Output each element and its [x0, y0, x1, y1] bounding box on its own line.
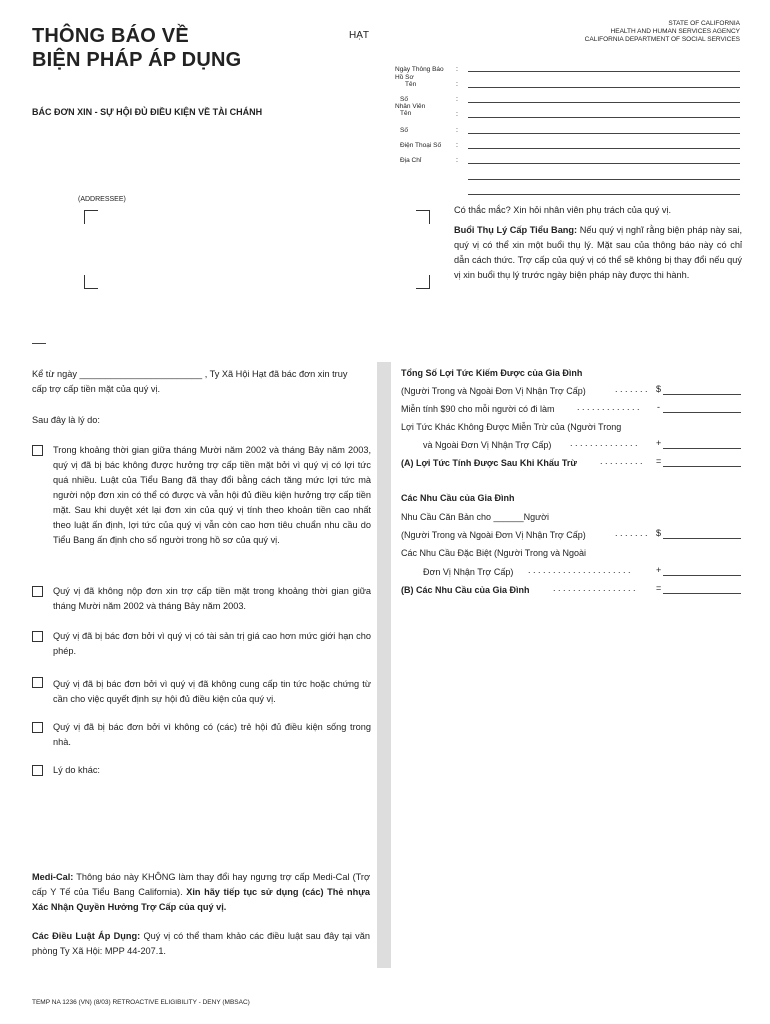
- case-name-text-1: Hồ Sơ: [395, 74, 414, 81]
- needs-total-amount[interactable]: [663, 593, 741, 594]
- income-row-1-amount[interactable]: [663, 394, 741, 395]
- opening-paragraph: [32, 367, 370, 397]
- colon: :: [456, 157, 458, 164]
- opening-line-2: cấp trợ cấp tiền mặt của quý vị.: [32, 384, 161, 394]
- colon: :: [456, 66, 458, 73]
- income-row-3b: và Ngoài Đơn Vị Nhận Trợ Cấp): [423, 440, 552, 450]
- income-row-2-amount[interactable]: [663, 412, 741, 413]
- reason-4-checkbox[interactable]: [32, 677, 43, 688]
- income-total-text: (A) Lợi Tức Tính Được Sau Khi Khấu Trừ: [401, 458, 577, 468]
- address-field-3[interactable]: [468, 194, 740, 195]
- case-number-label: Số: [400, 96, 408, 103]
- reason-6-text: Lý do khác:: [53, 765, 100, 775]
- hearing-text: Nếu quý vị nghĩ rằng biện pháp này sai, quý vị có thể xin một buổi thụ lý. Mặt sau của thông báo này có chỉ dẫn cách thức. Trợ cấp của quý vị có thể sẽ không bị thay đổi nếu quý vị xin buổi thụ lý trước ngày biện pháp này được thi hành.: [454, 225, 743, 280]
- income-total-label: [401, 456, 577, 471]
- medical-bold-text: Xin hãy tiếp tục sử dụng (các) Thẻ nhựa Xác Nhận Quyền Hưởng Trợ Cấp của quý vị.: [32, 887, 370, 912]
- questions-intro: Có thắc mắc? Xin hỏi nhân viên phụ trách của quý vị.: [454, 205, 672, 215]
- worker-name-text-1: Nhân Viên: [395, 103, 426, 110]
- income-heading-text: Tổng Số Lợi Tức Kiếm Được của Gia Đình: [401, 368, 583, 378]
- address-label: Địa Chỉ: [400, 157, 422, 164]
- reason-6-checkbox[interactable]: [32, 765, 43, 776]
- reason-3-text: Quý vị đã bị bác đơn bởi vì quý vị có tài sản trị giá cao hơn mức giới hạn cho phép.: [53, 631, 371, 656]
- rules-paragraph: [32, 929, 370, 959]
- needs-total-symbol: =: [656, 583, 662, 593]
- colon: :: [456, 96, 458, 103]
- needs-row-3-symbol: +: [656, 565, 662, 575]
- needs-row-2-symbol: $: [656, 528, 662, 538]
- reason-2-text: Quý vị đã không nộp đơn xin trợ cấp tiền mặt trong khoảng thời gian giữa tháng Mười năm 2002 và tháng Bảy năm 2003.: [53, 586, 371, 611]
- agency-line-3: CALIFORNIA DEPARTMENT OF SOCIAL SERVICES: [584, 36, 740, 43]
- reason-5-checkbox[interactable]: [32, 722, 43, 733]
- address-corner-bl: [84, 275, 98, 289]
- notice-date-label: [395, 66, 453, 73]
- addressee-label: (ADDRESSEE): [78, 196, 126, 203]
- needs-total-dots: . . . . . . . . . . . . . . . . .: [553, 583, 636, 593]
- income-row-1-symbol: $: [656, 384, 662, 394]
- needs-row-2-dots: . . . . . . .: [615, 528, 648, 538]
- phone-field[interactable]: [468, 148, 740, 149]
- case-name-label: [395, 74, 453, 88]
- rules-label: Các Điều Luật Áp Dụng:: [32, 931, 141, 941]
- colon: :: [456, 81, 458, 88]
- income-row-3-amount[interactable]: [663, 448, 741, 449]
- address-field-2[interactable]: [468, 179, 740, 180]
- agency-block: [585, 20, 740, 44]
- notice-date-field[interactable]: [468, 71, 740, 72]
- worker-number-field[interactable]: [468, 133, 740, 134]
- needs-total-label: [401, 583, 530, 598]
- reason-1-checkbox[interactable]: [32, 445, 43, 456]
- colon: :: [456, 142, 458, 149]
- needs-row-3a: Các Nhu Cầu Đặc Biệt (Người Trong và Ngoài: [401, 548, 587, 558]
- income-total-dots: . . . . . . . . .: [600, 456, 643, 466]
- column-divider: [377, 362, 391, 968]
- opening-line-1: Kể từ ngày ________________________ , Ty Xã Hội Hạt đã bác đơn xin truy: [32, 369, 348, 379]
- needs-total-text: (B) Các Nhu Cầu của Gia Đình: [401, 585, 530, 595]
- income-row-1-dots: . . . . . . .: [615, 384, 648, 394]
- reasons-intro: Sau đây là lý do:: [32, 415, 100, 425]
- reason-5-text: Quý vị đã bị bác đơn bởi vì không có (các) trẻ hội đủ điều kiện sống trong nhà.: [53, 722, 371, 747]
- worker-name-label: [395, 103, 453, 117]
- income-total-amount[interactable]: [663, 466, 741, 467]
- address-corner-tr: [416, 210, 430, 224]
- phone-label: Điện Thoại Số: [400, 142, 442, 149]
- income-row-3a: Lợi Tức Khác Không Được Miễn Trừ của (Người Trong: [401, 422, 622, 432]
- form-footer: TEMP NA 1236 (VN) (8/03) RETROACTIVE ELIGIBILITY - DENY (MBSAC): [32, 999, 250, 1006]
- agency-line-1: STATE OF CALIFORNIA: [668, 20, 740, 27]
- income-total-symbol: =: [656, 456, 662, 466]
- reason-1-text: Trong khoảng thời gian giữa tháng Mười năm 2002 và tháng Bảy năm 2003, quý vị đã bị bác không được hưởng trợ cấp tiền mặt bởi vì quý vị có lợi tức quá nhiều. Luật của Tiểu Bang đã thay đổi bằng cách tăng mức lợi tức mà người nộp đơn xin có thể có được và vẫn hội đủ điều kiện hưởng trợ cấp tiền mặt. Sau khi duyệt xét lại đơn xin của quý vị tính theo khoản tiền cao nhất theo luật ấn định, lợi tức của quý vị vẫn còn cao hơn tiêu chuẩn nhu cầu do Tiểu Bang ấn định cho số người trong hồ sơ của quý vị.: [53, 445, 371, 545]
- income-row-3-dots: . . . . . . . . . . . . . .: [570, 438, 638, 448]
- worker-name-text-2: Tên: [400, 110, 412, 117]
- medical-label: Medi-Cal:: [32, 872, 74, 882]
- reason-2-checkbox[interactable]: [32, 586, 43, 597]
- needs-heading: [401, 491, 515, 506]
- form-title: [32, 24, 241, 72]
- worker-name-field[interactable]: [468, 117, 740, 118]
- hearing-label: Buổi Thụ Lý Cấp Tiểu Bang:: [454, 225, 578, 235]
- notice-date-text: Ngày Thông Báo: [395, 66, 444, 73]
- income-row-3-symbol: +: [656, 438, 662, 448]
- county-label: HẠT: [349, 30, 369, 41]
- worker-number-label: Số: [400, 127, 408, 134]
- reason-3-checkbox[interactable]: [32, 631, 43, 642]
- title-line-2: BIỆN PHÁP ÁP DỤNG: [32, 49, 242, 71]
- colon: :: [456, 127, 458, 134]
- needs-row-1: Nhu Cầu Căn Bản cho ______Người: [401, 512, 550, 522]
- address-field-1[interactable]: [468, 163, 740, 164]
- needs-heading-text: Các Nhu Cầu của Gia Đình: [401, 493, 515, 503]
- agency-line-2: HEALTH AND HUMAN SERVICES AGENCY: [610, 28, 740, 35]
- form-subtitle: BÁC ĐƠN XIN - SỰ HỘI ĐỦ ĐIỀU KIỆN VỀ TÀI CHÁNH: [32, 107, 263, 117]
- needs-row-3b: Đơn Vị Nhận Trợ Cấp): [423, 567, 514, 577]
- income-row-2-symbol: -: [657, 402, 660, 412]
- needs-row-2-amount[interactable]: [663, 538, 741, 539]
- hearing-paragraph: [454, 223, 742, 283]
- case-name-text-2: Tên: [405, 81, 417, 88]
- medical-paragraph: [32, 870, 370, 915]
- case-name-field[interactable]: [468, 87, 740, 88]
- title-line-1: THÔNG BÁO VỀ: [32, 25, 189, 47]
- address-corner-br: [416, 275, 430, 289]
- income-row-2: Miễn tính $90 cho mỗi người có đi làm: [401, 404, 555, 414]
- income-heading: [401, 366, 582, 381]
- medical-text: Thông báo này KHÔNG làm thay đổi hay ngưng trợ cấp Medi-Cal (Trợ cấp Y Tế của Tiểu Bang California).: [32, 872, 370, 897]
- income-row-1: (Người Trong và Ngoài Đơn Vị Nhận Trợ Cấp): [401, 386, 586, 396]
- needs-row-2: (Người Trong và Ngoài Đơn Vị Nhận Trợ Cấp): [401, 530, 586, 540]
- questions-block: [454, 203, 742, 283]
- case-number-field[interactable]: [468, 102, 740, 103]
- address-corner-tl: [84, 210, 98, 224]
- rules-text: Quý vị có thể tham khảo các điều luật sau đây tại văn phòng Ty Xã Hội: MPP 44-207.1.: [32, 931, 370, 956]
- colon: :: [456, 111, 458, 118]
- separator-mark: [32, 343, 46, 344]
- income-row-2-dots: . . . . . . . . . . . . .: [577, 402, 640, 412]
- reason-4-text: Quý vị đã bị bác đơn bởi vì quý vị đã không cung cấp tin tức hoặc chứng từ cần cho việc quyết định sự hội đủ điều kiện của quý vị.: [53, 679, 371, 704]
- needs-row-3-dots: . . . . . . . . . . . . . . . . . . . . .: [528, 565, 631, 575]
- needs-row-3-amount[interactable]: [663, 575, 741, 576]
